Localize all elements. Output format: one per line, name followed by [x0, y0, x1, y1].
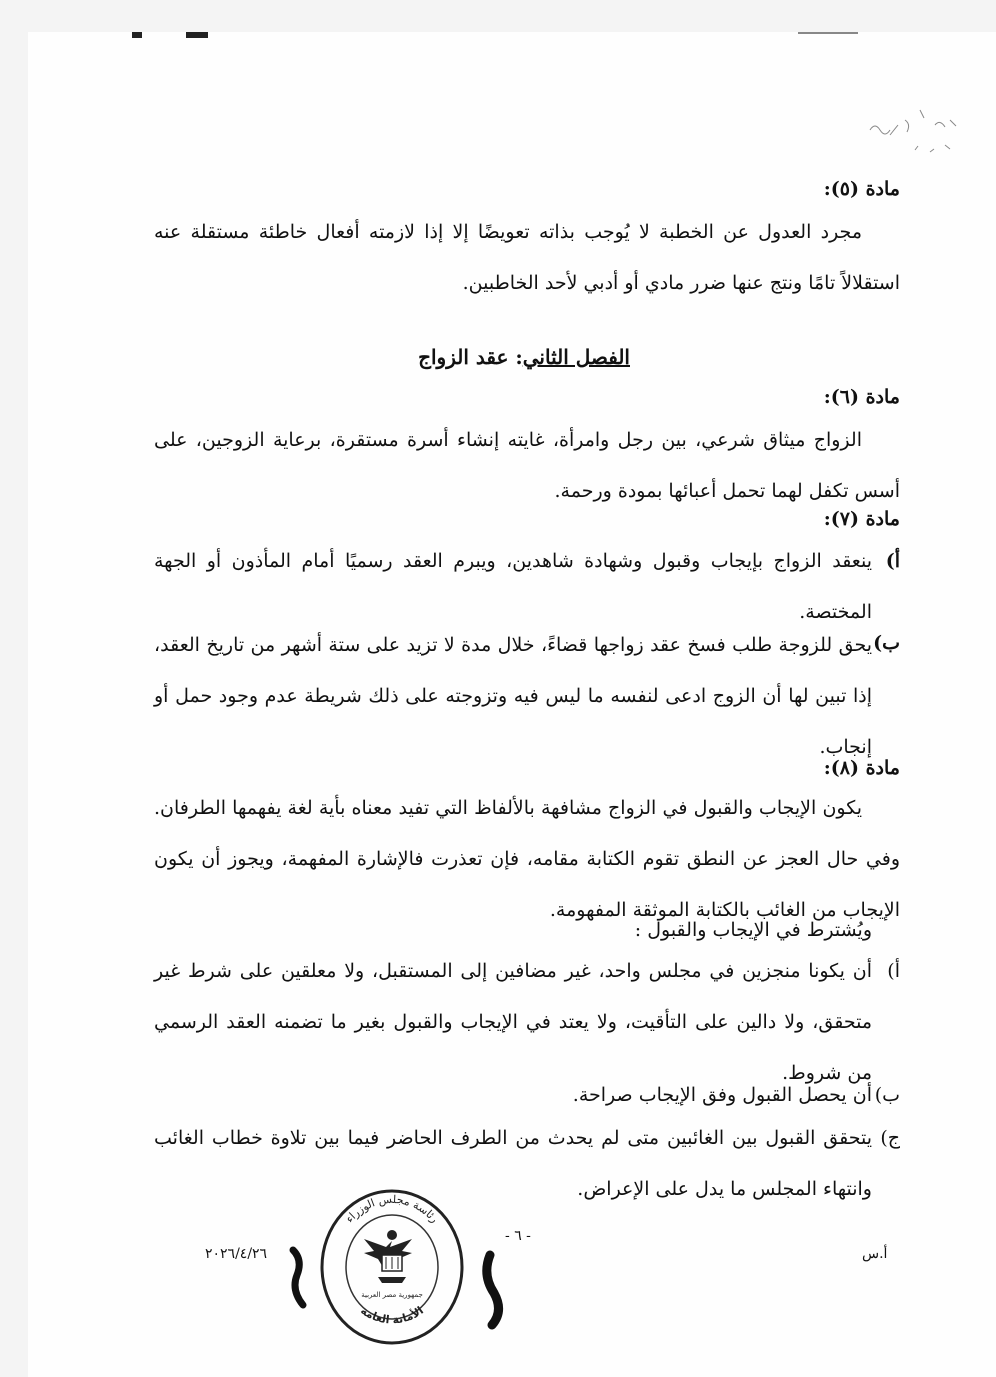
eagle-icon — [364, 1230, 412, 1283]
scan-artifact — [186, 32, 208, 38]
article-5-body: مجرد العدول عن الخطبة لا يُوجب بذاته تعويضًا إلا إذا لازمته أفعال خاطئة مستقلة عنه استقلالاً تامًا ونتج عنها ضرر مادي أو أدبي لأحد الخاطبين. — [154, 221, 900, 294]
article-7-item-text: يحق للزوجة طلب فسخ عقد زواجها قضاءً، خلال مدة لا تزيد على ستة أشهر من تاريخ العقد، إذا تبين لها أن الزوج ادعى لنفسه ما ليس فيه وتزوجته على ذلك شريطة عدم وجود حمل أو إنجاب. — [154, 634, 872, 758]
condition-text: أن يكونا منجزين في مجلس واحد، غير مضافين إلى المستقبل، ولا معلقين على شرط غير متحقق، ولا دالين على التأقيت، ولا يعتد في الإيجاب والقبول بغير ما تضمنه العقد الرسمي من شروط. — [154, 960, 872, 1084]
handwritten-mark — [860, 90, 970, 170]
signature-mark — [285, 1245, 315, 1315]
condition-letter: أ) — [887, 960, 900, 982]
condition-text: يتحقق القبول بين الغائبين متى لم يحدث من الطرف الحاضر فيما بين تلاوة خطاب الغائب وانتهاء المجلس ما يدل على الإعراض. — [154, 1127, 872, 1200]
stamp-bottom-text: الأمانة العامة — [358, 1303, 426, 1327]
condition-letter: ج) — [880, 1127, 900, 1149]
scan-artifact — [798, 32, 858, 34]
article-7-title: مادة (٧): — [823, 508, 900, 530]
article-7-item-text: ينعقد الزواج بإيجاب وقبول وشهادة شاهدين، ويبرم العقد رسميًا أمام المأذون أو الجهة المختصة. — [154, 550, 872, 623]
footer-initials: أ.س — [862, 1246, 888, 1262]
official-stamp — [318, 1185, 466, 1345]
condition-text: أن يحصل القبول وفق الإيجاب صراحة. — [572, 1084, 872, 1106]
stamp-inner-text: جمهورية مصر العربية — [361, 1291, 423, 1299]
scan-artifact — [132, 32, 142, 38]
article-6-title: مادة (٦): — [823, 386, 900, 408]
article-8-conditions-intro: ويُشترط في الإيجاب والقبول : — [634, 919, 872, 941]
signature-mark — [470, 1250, 510, 1330]
article-6-body: الزواج ميثاق شرعي، بين رجل وامرأة، غايته إنشاء أسرة مستقرة، برعاية الزوجين، على أسس تكفل لهما تحمل أعبائها بمودة ورحمة. — [154, 429, 900, 502]
chapter-label: الفصل الثاني — [522, 345, 630, 369]
condition-letter: ب) — [874, 1084, 900, 1106]
chapter-heading — [418, 345, 630, 369]
article-7-item-letter: ب) — [873, 632, 900, 654]
svg-text:رئاسة مجلس الوزراء — [343, 1192, 441, 1225]
article-8-title: مادة (٨): — [823, 757, 900, 779]
article-8-body: يكون الإيجاب والقبول في الزواج مشافهة بالألفاظ التي تفيد معناه بأية لغة يفهمها الطرفان. وفي حال العجز عن النطق تقوم الكتابة مقامه، فإن تعذرت فالإشارة المفهمة، ويجوز أن يكون الإيجاب من الغائب بالكتابة الموثقة المفهومة. — [154, 797, 900, 921]
page-number: - ٦ - — [505, 1228, 531, 1244]
article-7-item-letter: أ) — [885, 550, 900, 572]
article-5-title: مادة (٥): — [823, 178, 900, 200]
stamp-top-text: رئاسة مجلس الوزراء — [342, 1192, 442, 1226]
footer-date: ٢٠٢٦/٤/٢٦ — [205, 1246, 268, 1262]
svg-text:الأمانة العامة — [358, 1304, 426, 1327]
chapter-title: : عقد الزواج — [418, 345, 523, 369]
